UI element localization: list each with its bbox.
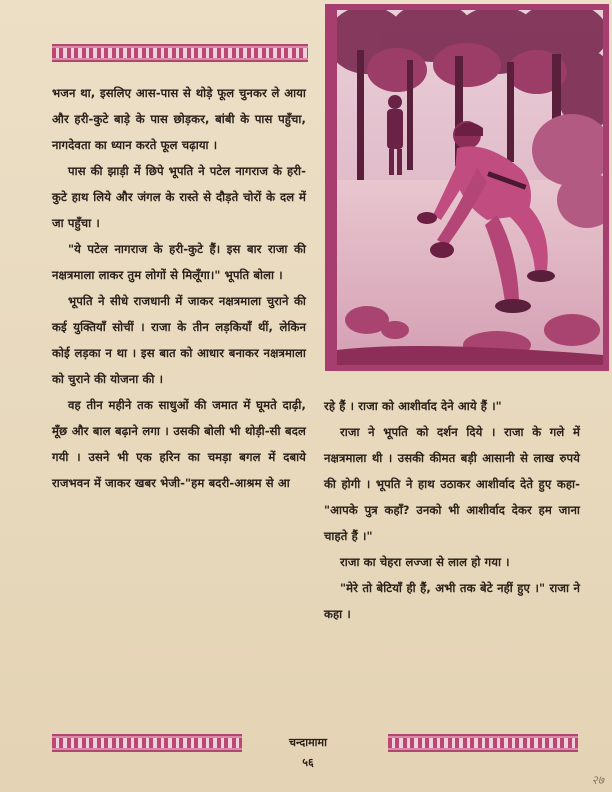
story-illustration	[325, 4, 609, 371]
paragraph: रहे हैं । राजा को आशीर्वाद देने आये हैं ।"	[324, 399, 502, 413]
right-text-column	[324, 393, 580, 627]
magazine-title: चन्दामामा	[289, 736, 327, 749]
top-decorative-border	[52, 44, 308, 62]
paragraph: पास की झाड़ी में छिपे भूपति ने पटेल नागराज के हरी-कुटे हाथ लिये और जंगल के रास्ते से दौड़ते चोरों के दल में जा पहुँचा ।	[52, 164, 306, 230]
paragraph: भजन था, इसलिए आस-पास से थोड़े फूल चुनकर ले आया और हरी-कुटे बाड़े के पास छोड़कर, बांबी के पास पहुँचा, नागदेवता का ध्यान करते फूल चढ़ाया ।	[52, 86, 306, 152]
paragraph: राजा का चेहरा लज्जा से लाल हो गया ।	[340, 555, 510, 569]
illustration-art	[337, 10, 603, 365]
page-number: ५६	[302, 756, 314, 769]
paragraph: राजा ने भूपति को दर्शन दिये । राजा के गले में नक्षत्रमाला थी । उसकी कीमत बड़ी आसानी से लाख रुपये की होगी । भूपति ने हाथ उठाकर आशीर्वाद देते हुए कहा-"आपके पुत्र कहाँ? उनको भी आशीर्वाद देकर हम जाना चाहते हैं ।"	[324, 425, 580, 543]
corner-mark: २७	[591, 773, 604, 787]
paragraph: "ये पटेल नागराज के हरी-कुटे हैं। इस बार राजा की नक्षत्रमाला लाकर तुम लोगों से मिलूँगा।" भूपति बोला ।	[52, 242, 306, 282]
paragraph: "मेरे तो बेटियाँ ही हैं, अभी तक बेटे नहीं हुए ।" राजा ने कहा ।	[324, 581, 580, 621]
paragraph: भूपति ने सीधे राजधानी में जाकर नक्षत्रमाला चुराने की कई युक्तियाँ सोचीं । राजा के तीन लड़कियाँ थीं, लेकिन कोई लड़का न था । इस बात को आधार बनाकर नक्षत्रमाला को चुराने की योजना की ।	[52, 294, 306, 386]
paragraph: वह तीन महीने तक साधुओं की जमात में घूमते दाढ़ी, मूँछ और बाल बढ़ाने लगा । उसकी बोली भी थोड़ी-सी बदल गयी । उसने भी एक हरिन का चमड़ा बगल में दबाये राजभवन में जाकर खबर भेजी-"हम बदरी-आश्रम से आ	[52, 398, 306, 490]
bottom-left-decorative-border	[52, 734, 242, 752]
left-text-column	[52, 80, 306, 496]
bottom-right-decorative-border	[388, 734, 578, 752]
